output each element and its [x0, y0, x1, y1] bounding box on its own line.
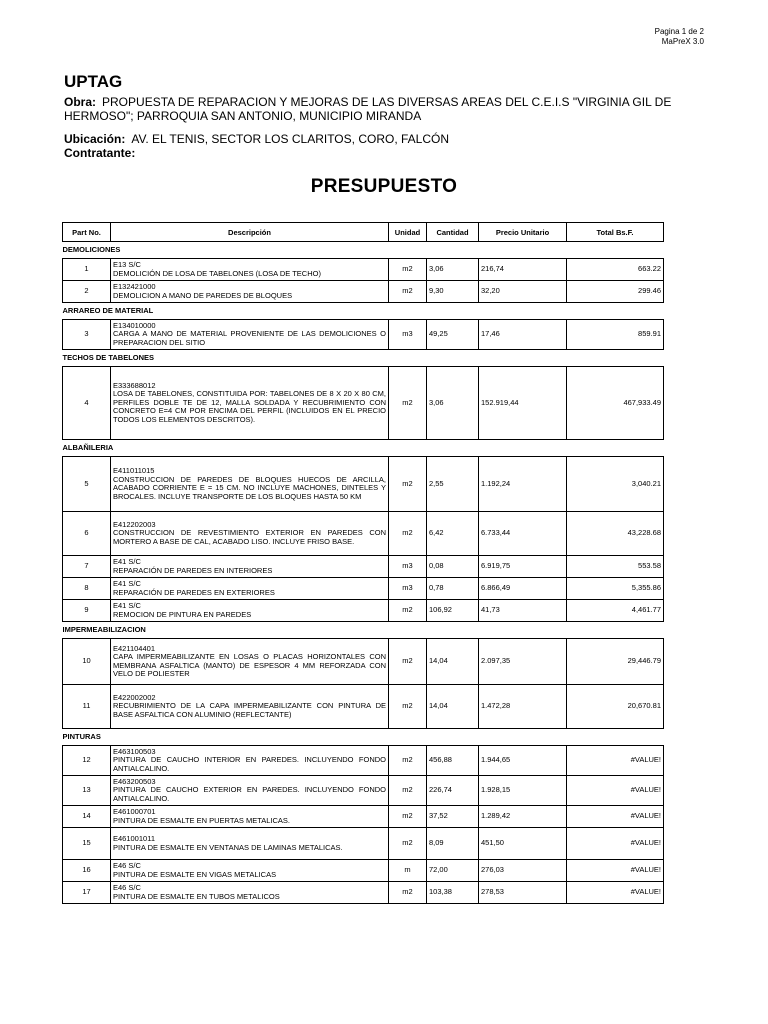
- item-description: CONSTRUCCION DE REVESTIMIENTO EXTERIOR EN PAREDES CON MORTERO A BASE DE CAL, ACABADO LISO. INCLUYE FRISO BASE.: [113, 528, 386, 546]
- cell-unit-price: 1.472,28: [479, 685, 567, 729]
- cell-unit-price: 1.944,65: [479, 746, 567, 776]
- obra-line: [64, 95, 704, 123]
- cell-description: [111, 320, 389, 350]
- cell-part-no: 4: [63, 367, 111, 440]
- cell-unit: m2: [389, 685, 427, 729]
- cell-unit: m2: [389, 600, 427, 622]
- table-row: [63, 860, 664, 882]
- cell-total: #VALUE!: [567, 746, 664, 776]
- cell-description: [111, 828, 389, 860]
- cell-unit: m2: [389, 882, 427, 904]
- document-title: PRESUPUESTO: [310, 176, 458, 197]
- cell-description: [111, 457, 389, 512]
- cell-unit-price: 32,20: [479, 281, 567, 303]
- cell-description: [111, 776, 389, 806]
- cell-total: 467,933.49: [567, 367, 664, 440]
- section-row: [63, 440, 664, 457]
- table-row: [63, 776, 664, 806]
- cell-description: [111, 882, 389, 904]
- cell-quantity: 0,78: [427, 578, 479, 600]
- item-description: CONSTRUCCION DE PAREDES DE BLOQUES HUECOS DE ARCILLA, ACABADO CORRIENTE E = 15 CM. NO INCLUYE MACHONES, DINTELES Y BROCALES. INCLUYE TRANSPORTE DE LOS BLOQUES HASTA 50 KM: [113, 474, 386, 501]
- cell-quantity: 8,09: [427, 828, 479, 860]
- cell-unit: m2: [389, 776, 427, 806]
- ubicacion-label: Ubicación:: [64, 132, 126, 146]
- cell-unit-price: 6.919,75: [479, 556, 567, 578]
- budget-table: [62, 222, 664, 904]
- table-row: [63, 457, 664, 512]
- cell-unit: m2: [389, 639, 427, 685]
- item-code: E463200503: [113, 776, 156, 786]
- table-row: [63, 281, 664, 303]
- cell-description: [111, 746, 389, 776]
- cell-quantity: 103,38: [427, 882, 479, 904]
- cell-unit: m: [389, 860, 427, 882]
- cell-description: [111, 367, 389, 440]
- obra-text: PROPUESTA DE REPARACION Y MEJORAS DE LAS DIVERSAS AREAS DEL C.E.I.S "VIRGINIA GIL DE HERMOSO"; PARROQUIA SAN ANTONIO, MUNICIPIO MIRANDA: [64, 95, 672, 123]
- item-code: E411011015: [113, 466, 155, 475]
- cell-quantity: 456,88: [427, 746, 479, 776]
- cell-total: 5,355.86: [567, 578, 664, 600]
- table-header-row: [63, 223, 664, 242]
- table-row: [63, 600, 664, 622]
- cell-unit-price: 2.097,35: [479, 639, 567, 685]
- header-unit: Unidad: [389, 223, 427, 242]
- cell-quantity: 106,92: [427, 600, 479, 622]
- cell-quantity: 226,74: [427, 776, 479, 806]
- location-block: [64, 132, 704, 160]
- cell-quantity: 3,06: [427, 259, 479, 281]
- table-row: [63, 806, 664, 828]
- cell-description: [111, 281, 389, 303]
- cell-total: 553.58: [567, 556, 664, 578]
- cell-unit: m2: [389, 512, 427, 556]
- item-description: DEMOLICIÓN DE LOSA DE TABELONES (LOSA DE TECHO): [113, 268, 321, 278]
- item-description: PINTURA DE ESMALTE EN VENTANAS DE LAMINAS METALICAS.: [113, 842, 343, 852]
- item-code: E41 S/C: [113, 601, 141, 610]
- section-heading: DEMOLICIONES: [62, 244, 121, 254]
- section-heading: ALBAÑILERIA: [62, 442, 114, 452]
- page-number: Pagina 1 de 2: [654, 27, 704, 36]
- cell-description: [111, 578, 389, 600]
- table-row: [63, 746, 664, 776]
- cell-unit-price: 17,46: [479, 320, 567, 350]
- item-description: RECUBRIMIENTO DE LA CAPA IMPERMEABILIZANTE CON PINTURA DE BASE ASFALTICA CON ALUMINIO (REFLECTANTE): [113, 701, 386, 719]
- cell-unit: m2: [389, 367, 427, 440]
- header-quantity: Cantidad: [427, 223, 479, 242]
- table-row: [63, 259, 664, 281]
- cell-unit-price: 6.866,49: [479, 578, 567, 600]
- item-code: E46 S/C: [113, 883, 141, 892]
- cell-part-no: 15: [63, 828, 111, 860]
- item-code: E41 S/C: [113, 579, 141, 588]
- cell-unit-price: 276,03: [479, 860, 567, 882]
- software-name: MaPreX 3.0: [661, 37, 704, 46]
- item-code: E41 S/C: [113, 557, 141, 566]
- cell-unit-price: 451,50: [479, 828, 567, 860]
- table-row: [63, 639, 664, 685]
- cell-description: [111, 556, 389, 578]
- cell-unit: m2: [389, 259, 427, 281]
- header-description: Descripción: [111, 223, 389, 242]
- cell-unit-price: 1.928,15: [479, 776, 567, 806]
- cell-total: 20,670.81: [567, 685, 664, 729]
- cell-total: 299.46: [567, 281, 664, 303]
- cell-quantity: 2,55: [427, 457, 479, 512]
- table-row: [63, 685, 664, 729]
- table-row: [63, 512, 664, 556]
- cell-total: #VALUE!: [567, 882, 664, 904]
- item-description: REMOCION DE PINTURA EN PAREDES: [113, 609, 252, 619]
- table-row: [63, 882, 664, 904]
- header-total: Total Bs.F.: [567, 223, 664, 242]
- item-code: E461001011: [113, 834, 155, 843]
- item-code: E412202003: [113, 519, 156, 529]
- cell-part-no: 13: [63, 776, 111, 806]
- item-code: E46 S/C: [113, 861, 141, 870]
- cell-description: [111, 639, 389, 685]
- item-description: DEMOLICION A MANO DE PAREDES DE BLOQUES: [113, 290, 293, 300]
- contratante-label: Contratante:: [64, 146, 136, 160]
- cell-unit: m2: [389, 457, 427, 512]
- cell-quantity: 3,06: [427, 367, 479, 440]
- item-description: REPARACIÓN DE PAREDES EN EXTERIORES: [113, 587, 275, 597]
- section-row: [63, 303, 664, 320]
- page-info: [655, 27, 704, 47]
- item-code: E461000701: [113, 807, 156, 816]
- cell-total: 3,040.21: [567, 457, 664, 512]
- cell-part-no: 11: [63, 685, 111, 729]
- cell-part-no: 6: [63, 512, 111, 556]
- cell-quantity: 37,52: [427, 806, 479, 828]
- section-row: [63, 350, 664, 367]
- cell-part-no: 17: [63, 882, 111, 904]
- item-description: PINTURA DE ESMALTE EN PUERTAS METALICAS.: [113, 815, 290, 825]
- cell-description: [111, 512, 389, 556]
- cell-quantity: 0,08: [427, 556, 479, 578]
- cell-total: 29,446.79: [567, 639, 664, 685]
- cell-unit: m3: [389, 578, 427, 600]
- cell-total: #VALUE!: [567, 860, 664, 882]
- cell-total: 663.22: [567, 259, 664, 281]
- table-row: [63, 578, 664, 600]
- item-description: REPARACIÓN DE PAREDES EN INTERIORES: [113, 565, 273, 575]
- cell-total: #VALUE!: [567, 806, 664, 828]
- item-description: CAPA IMPERMEABILIZANTE EN LOSAS O PLACAS HORIZONTALES CON MEMBRANA ASFALTICA (MANTO) DE ESPESOR 4 MM REFORZADA CON VELO DE POLIESTER: [113, 652, 386, 678]
- cell-unit-price: 1.192,24: [479, 457, 567, 512]
- cell-quantity: 14,04: [427, 685, 479, 729]
- cell-description: [111, 600, 389, 622]
- cell-unit: m3: [389, 556, 427, 578]
- item-description: PINTURA DE ESMALTE EN TUBOS METALICOS: [113, 891, 280, 901]
- cell-description: [111, 860, 389, 882]
- cell-quantity: 6,42: [427, 512, 479, 556]
- header-unit-price: Precio Unitario: [479, 223, 567, 242]
- item-code: E421104401: [113, 643, 155, 653]
- item-description: PINTURA DE ESMALTE EN VIGAS METALICAS: [113, 869, 277, 879]
- cell-unit-price: 1.289,42: [479, 806, 567, 828]
- cell-unit-price: 278,53: [479, 882, 567, 904]
- cell-unit-price: 152.919,44: [479, 367, 567, 440]
- item-description: PINTURA DE CAUCHO INTERIOR EN PAREDES. INCLUYENDO FONDO ANTIALCALINO.: [113, 755, 386, 773]
- cell-total: #VALUE!: [567, 828, 664, 860]
- obra-label: Obra:: [64, 95, 97, 109]
- cell-part-no: 8: [63, 578, 111, 600]
- cell-unit: m2: [389, 828, 427, 860]
- cell-unit: m2: [389, 281, 427, 303]
- section-row: [63, 729, 664, 746]
- organization-name: UPTAG: [64, 72, 123, 91]
- section-heading: ARRAREO DE MATERIAL: [62, 305, 154, 315]
- section-heading: PINTURAS: [62, 731, 101, 741]
- item-code: E422002002: [113, 692, 156, 702]
- item-code: E134010000: [113, 320, 156, 330]
- cell-description: [111, 685, 389, 729]
- table-row: [63, 828, 664, 860]
- item-code: E13 S/C: [113, 260, 141, 269]
- table-row: [63, 367, 664, 440]
- cell-description: [111, 806, 389, 828]
- section-row: [63, 242, 664, 259]
- cell-part-no: 16: [63, 860, 111, 882]
- cell-part-no: 12: [63, 746, 111, 776]
- cell-unit: m2: [389, 746, 427, 776]
- item-code: E132421000: [113, 282, 156, 291]
- cell-total: 4,461.77: [567, 600, 664, 622]
- cell-unit-price: 216,74: [479, 259, 567, 281]
- item-description: LOSA DE TABELONES, CONSTITUIDA POR: TABELONES DE 8 X 20 X 80 CM, PERFILES DOBLE TE DE 12, MALLA SOLDADA Y RECUBRIMIENTO CON CONCRETO E=4 CM POR ENCIMA DEL PERFIL (INCLUIDOS EN EL PRECIO TODOS LOS ELEMENTOS DESCRITOS).: [113, 389, 386, 424]
- cell-unit-price: 41,73: [479, 600, 567, 622]
- cell-total: #VALUE!: [567, 776, 664, 806]
- cell-quantity: 72,00: [427, 860, 479, 882]
- cell-part-no: 7: [63, 556, 111, 578]
- table-row: [63, 320, 664, 350]
- cell-part-no: 3: [63, 320, 111, 350]
- cell-part-no: 1: [63, 259, 111, 281]
- cell-quantity: 9,30: [427, 281, 479, 303]
- item-code: E333688012: [113, 380, 156, 390]
- ubicacion-text: AV. EL TENIS, SECTOR LOS CLARITOS, CORO, FALCÓN: [131, 132, 449, 146]
- header-part-no: Part No.: [63, 223, 111, 242]
- cell-total: 43,228.68: [567, 512, 664, 556]
- cell-part-no: 5: [63, 457, 111, 512]
- section-row: [63, 622, 664, 639]
- item-code: E463100503: [113, 746, 156, 756]
- cell-part-no: 10: [63, 639, 111, 685]
- budget-table-body: [63, 242, 664, 904]
- cell-description: [111, 259, 389, 281]
- cell-total: 859.91: [567, 320, 664, 350]
- table-row: [63, 556, 664, 578]
- cell-part-no: 9: [63, 600, 111, 622]
- section-heading: TECHOS DE TABELONES: [62, 352, 155, 362]
- cell-quantity: 14,04: [427, 639, 479, 685]
- cell-quantity: 49,25: [427, 320, 479, 350]
- cell-unit: m2: [389, 806, 427, 828]
- cell-part-no: 2: [63, 281, 111, 303]
- section-heading: IMPERMEABILIZACION: [62, 624, 146, 634]
- item-description: PINTURA DE CAUCHO EXTERIOR EN PAREDES. INCLUYENDO FONDO ANTIALCALINO.: [113, 785, 386, 803]
- item-description: CARGA A MANO DE MATERIAL PROVENIENTE DE LAS DEMOLICIONES O PREPARACION DEL SITIO: [113, 329, 386, 347]
- cell-unit: m3: [389, 320, 427, 350]
- cell-unit-price: 6.733,44: [479, 512, 567, 556]
- cell-part-no: 14: [63, 806, 111, 828]
